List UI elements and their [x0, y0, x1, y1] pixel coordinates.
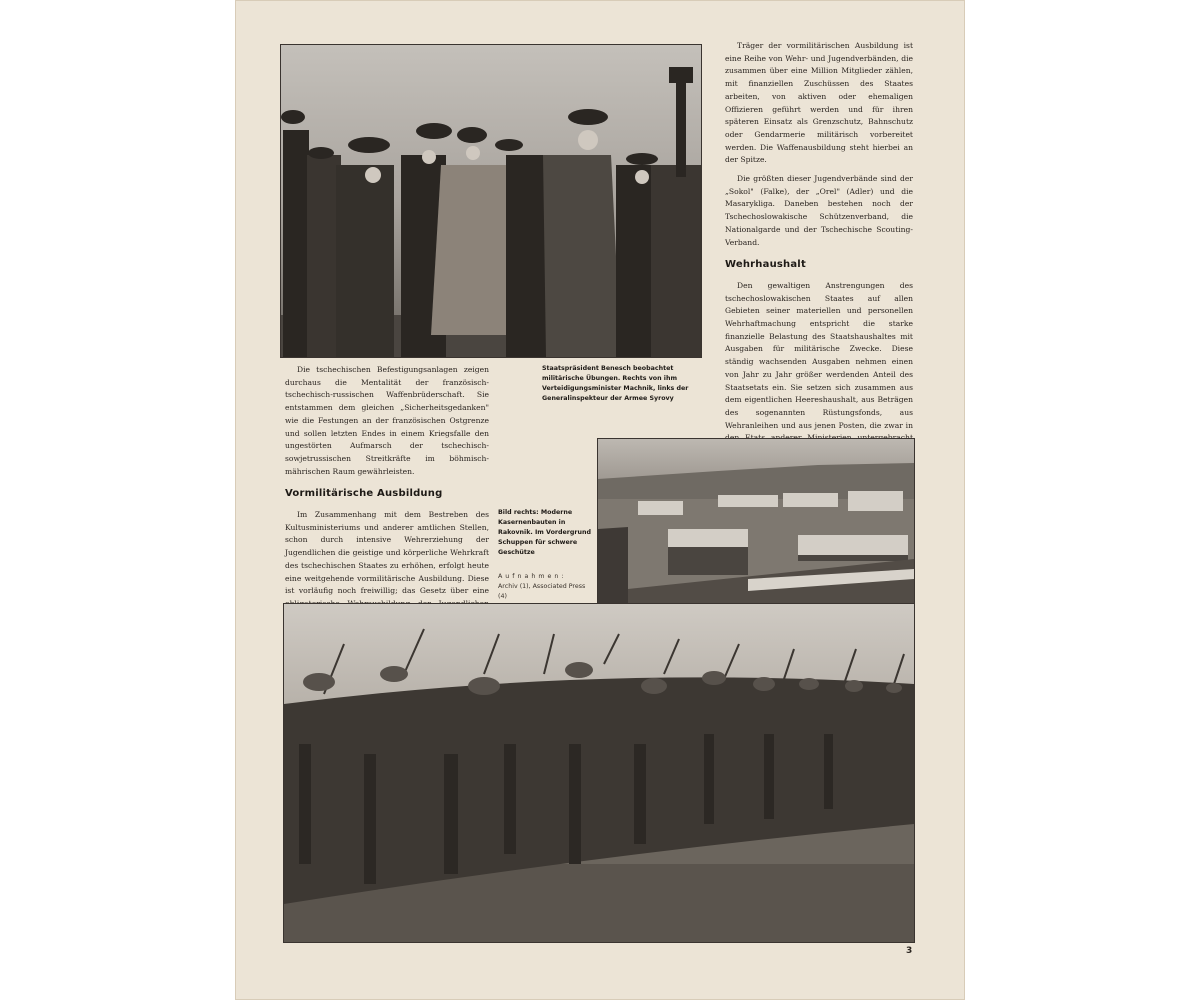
article-left-column	[285, 364, 489, 642]
page-number: 3	[906, 946, 913, 956]
paragraph-befestigungsanlagen: Die tschechischen Befestigungsanlagen zeigen durchaus die Mentalität der französisch-tschechisch-russischen Waffenbrüderschaft. Sie entstammen dem gleichen „Sicherheitsgedanken" wie die Festungen an der französischen Ostgrenze und sollen letzten Endes in einem Kriegsfalle den ungestörten Aufmarsch der tschechisch-sowjetrussischen Streitkräfte im böhmisch-mährischen Raum gewährleisten.	[285, 365, 489, 476]
caption-barracks-photo: Bild rechts: Moderne Kasernenbauten in Rakovnik. Im Vordergrund Schuppen für schwere Geschütze	[498, 509, 591, 556]
paragraph-traeger: Träger der vormilitärischen Ausbildung ist eine Reihe von Wehr- und Jugendverbänden, die zusammen über eine Million Mitglieder zählen, mit finanziellen Zuschüssen des Staates arbeiten, von aktiven oder ehemaligen Offizieren geführt werden und für ihren späteren Einsatz als Grenzschutz, Bahnschutz oder Gendarmerie militärisch vorbereitet werden. Die Waffenausbildung steht hierbei an der Spitze.	[725, 41, 913, 165]
heading-vormilitaerische-ausbildung: Vormilitärische Ausbildung	[285, 488, 443, 500]
photo-credits	[498, 572, 594, 602]
photo-barracks-rakovnik	[597, 438, 915, 614]
credits-label: Aufnahmen:	[498, 573, 567, 580]
photo-officials-observing	[280, 44, 702, 358]
caption-officials-photo: Staatspräsident Benesch beobachtet militärische Übungen. Rechts von ihm Verteidigungsminister Machnik, links der Generalinspekteur der Armee Syrovy	[542, 365, 689, 402]
paragraph-jugendverbaende: Die größten dieser Jugendverbände sind der „Sokol" (Falke), der „Orel" (Adler) und die Masarykliga. Daneben bestehen noch der Tschechoslowakische Schützenverband, die Nationalgarde und der Tschechische Scouting-Verband.	[725, 174, 913, 247]
heading-wehrhaushalt: Wehrhaushalt	[725, 259, 806, 271]
paragraph-wehrhaushalt: Den gewaltigen Anstrengungen des tschechoslowakischen Staates auf allen Gebieten seiner materiellen und personellen Wehrhaftmachung entspricht die starke finanzielle Belastung des Staatshaushaltes mit Ausgaben für militärische Zwecke. Diese ständig wachsenden Ausgaben nehmen einen von Jahr zu Jahr größer werdenden Anteil des Staatsetats ein. Sie setzen sich zusammen aus dem eigentlichen Heereshaushalt, aus Beträgen des sogenannten Rüstungsfonds, aus Wehranleihen und aus jenen Posten, die zwar in	[725, 280, 913, 430]
paragraph-vormilitaerische-ausbildung: Im Zusammenhang mit dem Bestreben des Kultusministeriums und anderer amtlichen Stellen, schon durch intensive Wehrerziehung der Jugendlichen die geistige und körperliche Wehrkraft des tschechischen Staates zu erhöhen, erfolgt heute eine weitgehende vormilitärische Ausbildung. Diese ist vorläufig noch freiwillig; das Gesetz über eine	[285, 510, 489, 596]
photo-marching-soldiers	[283, 603, 915, 943]
credits-sources: Archiv (1), Associated Press (4)	[498, 583, 586, 600]
